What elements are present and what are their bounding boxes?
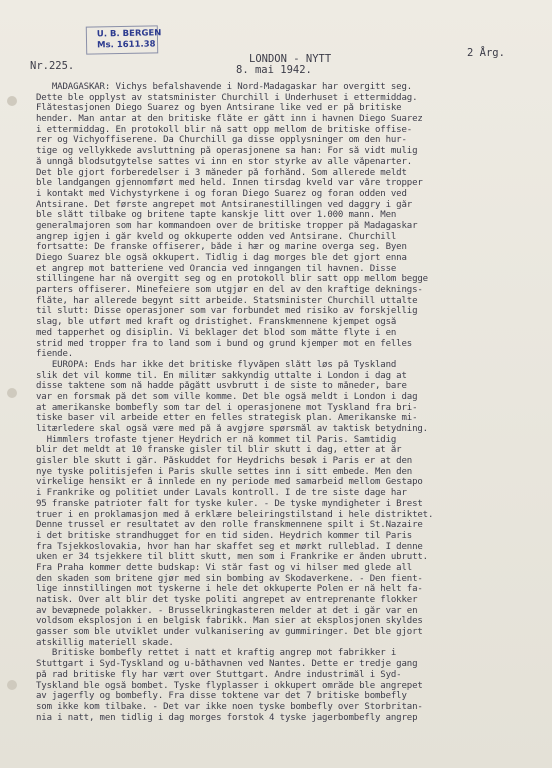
body-line: Flåtestasjonen Diego Suarez og byen Antsirane like ved er på britiske bbox=[36, 103, 402, 114]
body-line: av bevæpnede polakker. - Brusselkringkasteren melder at det i går var en bbox=[36, 605, 418, 616]
body-line: gasser som ble utviklet under vulkanisering av gummiringer. Det ble gjort bbox=[36, 627, 423, 638]
body-line: hender. Man antar at den britiske flåte er gått inn i havnen Diego Suarez bbox=[36, 114, 423, 125]
body-line: natisk. Over alt blir det tyske politi angrepet av entreprenante flokker bbox=[36, 595, 418, 605]
body-line: gisler ble skutt i går. Påskuddet for Heydrichs besøk i Paris er at den bbox=[36, 456, 413, 467]
volume-year: 2 Årg. bbox=[467, 47, 505, 59]
body-line: fortsatte: De franske offiserer, både i hær og marine overga seg. Byen bbox=[36, 242, 407, 253]
body-line: parters offiserer. Minefeiere som utgjør en del av den kraftige deknings- bbox=[36, 285, 423, 296]
body-line: tiske baser vil arbeide etter en felles strategisk plan. Amerikanske mi- bbox=[36, 413, 418, 424]
body-line: den skaden som britene gjør med sin bombing av Skodaverkene. - Den fient- bbox=[36, 573, 423, 584]
publication-date: 8. mai 1942. bbox=[236, 64, 312, 76]
body-line: var en forsmak på det som ville komme. Det ble også meldt i London i dag bbox=[36, 391, 418, 402]
body-line: MADAGASKAR: Vichys befalshavende i Nord-Madagaskar har overgitt seg. bbox=[36, 82, 413, 92]
issue-number: Nr.225. bbox=[30, 60, 75, 72]
body-line: atskillig materiell skade. bbox=[36, 637, 174, 648]
body-line: angrep igjen i går kveld og okkuperte odden ved Antsirane. Churchill bbox=[36, 231, 397, 242]
body-line: disse taktene som nå hadde pågått usvbrutt i de siste to måneder, bare bbox=[36, 381, 407, 392]
body-line: uken er 34 tsjekkere til blitt skutt, men som i Frankrike er ånden ubrutt. bbox=[36, 552, 428, 563]
body-line: ble landgangen gjennomført med held. Innen tirsdag kveld var våre tropper bbox=[36, 178, 423, 189]
body-line: strid med tropper fra to land som i bund og grund kjemper mot en felles bbox=[36, 338, 413, 349]
body-line: Britiske bombefly rettet i natt et kraftig angrep mot fabrikker i bbox=[36, 648, 397, 659]
body-line: med tapperhet og disiplin. Vi beklager det blod som måtte flyte i en bbox=[36, 327, 397, 338]
stamp-line-1: U. B. BERGEN bbox=[96, 28, 162, 40]
body-line: Denne trussel er resultatet av den rolle franskmennene spilt i St.Nazaire bbox=[36, 520, 423, 531]
body-line: Antsirane. Det første angrepet mot Antsiranestillingen ved daggry i går bbox=[36, 199, 413, 210]
body-line: slag, ble utført med kraft og dristighet. Franskmennene kjempet også bbox=[36, 317, 397, 328]
body-line: truer i en proklamasjon med å erklære beleiringstilstand i hele distriktet. bbox=[36, 509, 434, 520]
body-line: å unngå blodsutgytelse sattes vi inn en stor styrke av alle våpenarter. bbox=[36, 156, 413, 167]
body-line: flåte, har allerede begynt sitt arbeide. Statsminister Churchill uttalte bbox=[36, 295, 418, 306]
body-line: i Frankrike og politiet under Lavals kontroll. I de tre siste dage har bbox=[36, 488, 407, 499]
body-line: i kontakt med Vichystyrkene i og foran Diego Suarez og foran odden ved bbox=[36, 188, 407, 199]
body-line: Stuttgart i Syd-Tyskland og u-båthavnen ved Nantes. Dette er tredje gang bbox=[36, 659, 418, 670]
body-line: et angrep mot batteriene ved Orancia ved inngangen til havnen. Disse bbox=[36, 263, 397, 274]
body-line: generalmajoren som har kommandoen over de britiske tropper på Madagaskar bbox=[36, 220, 418, 231]
body-line: rer og Vichyoffiserene. Da Churchill ga disse opplysninger om den hur- bbox=[36, 135, 407, 146]
body-line: av jagerfly og bombefly. Fra disse toktene var det 7 britiske bombefly bbox=[36, 691, 407, 702]
stamp-line-2: Ms. 1611.38 bbox=[97, 39, 156, 51]
body-line: litærledere skal også være med på å avgjøre spørsmål av taktisk betydning. bbox=[36, 424, 428, 434]
body-line: i ettermiddag. En protokoll blir nå satt opp mellom de britiske offise- bbox=[36, 124, 413, 135]
body-line: Tyskland ble også bombet. Tyske flyplasser i okkupert område ble angrepet bbox=[36, 680, 423, 691]
body-line: Himmlers trofaste tjener Heydrich er nå kommet til Paris. Samtidig bbox=[36, 434, 397, 445]
body-line: nye tyske politisjefen i Paris skulle settes inn i sitt embede. Men den bbox=[36, 466, 413, 477]
body-line: nia i natt, men tidlig i dag morges forstok 4 tyske jagerbombefly angrep bbox=[36, 712, 418, 723]
library-stamp bbox=[86, 25, 162, 54]
body-line: Fra Praha kommer dette budskap: Vi står fast og vi hilser med glede all bbox=[36, 562, 413, 573]
body-line: på rad britiske fly har vært over Stuttgart. Andre industrimål i Syd- bbox=[36, 669, 402, 680]
body-line: 95 franske patrioter falt for tyske kuler. - De tyske myndigheter i Brest bbox=[36, 498, 423, 509]
body-line: i det britiske strandhugget for en tid siden. Heydrich kommer til Paris bbox=[36, 530, 413, 541]
body-line: fra Tsjekkoslovakia, hvor han har skaffet seg et mørkt rulleblad. I denne bbox=[36, 541, 423, 552]
punch-hole bbox=[7, 388, 17, 398]
punch-hole bbox=[7, 680, 17, 690]
body-line: Det ble gjort forberedelser i 3 måneder på forhånd. Som allerede meldt bbox=[36, 167, 407, 178]
body-line: fiende. bbox=[36, 349, 74, 360]
body-line: som ikke kom tilbake. - Det var ikke noen tyske bombefly over Storbritan- bbox=[36, 701, 423, 712]
body-line: til slutt: Disse operasjoner som var forbundet med risiko av forskjellig bbox=[36, 306, 418, 317]
punch-hole bbox=[7, 96, 17, 106]
body-line: Dette ble opplyst av statsminister Churchill i Underhuset i ettermiddag. bbox=[36, 92, 418, 103]
body-line: slik det vil komme til. En militær sakkyndig uttalte i London i dag at bbox=[36, 370, 407, 381]
body-line: blir det meldt at 10 franske gisler til blir skutt i dag, etter at år bbox=[36, 445, 402, 456]
body-line: ble slått tilbake og britene tapte kanskje litt over 1.000 mann. Men bbox=[36, 210, 397, 221]
body-line: tige og vellykkede avsluttning på operasjonene sa han: For så vidt mulig bbox=[36, 146, 418, 157]
article-body bbox=[36, 82, 530, 723]
body-line: EUROPA: Ends har ikke det britiske flyvåpen slått løs på Tyskland bbox=[36, 359, 397, 370]
publication-title: LONDON - NYTT bbox=[249, 53, 332, 65]
body-line: stillingene har nå overgitt seg og en protokoll blir satt opp mellom begge bbox=[36, 274, 428, 285]
body-line: virkelige hensikt er å innlede en ny periode med samarbeid mellom Gestapo bbox=[36, 477, 423, 488]
body-line: voldsom eksplosjon i en belgisk fabrikk. Man sier at eksplosjonen skyldes bbox=[36, 616, 423, 627]
body-line: lige innstillingen mot tyskerne i hele det okkuperte Polen er nå helt fa- bbox=[36, 584, 423, 595]
body-line: at amerikanske bombefly som tar del i operasjonene mot Tyskland fra bri- bbox=[36, 402, 418, 413]
body-line: Diego Suarez ble også okkupert. Tidlig i dag morges ble det gjort enna bbox=[36, 253, 407, 263]
